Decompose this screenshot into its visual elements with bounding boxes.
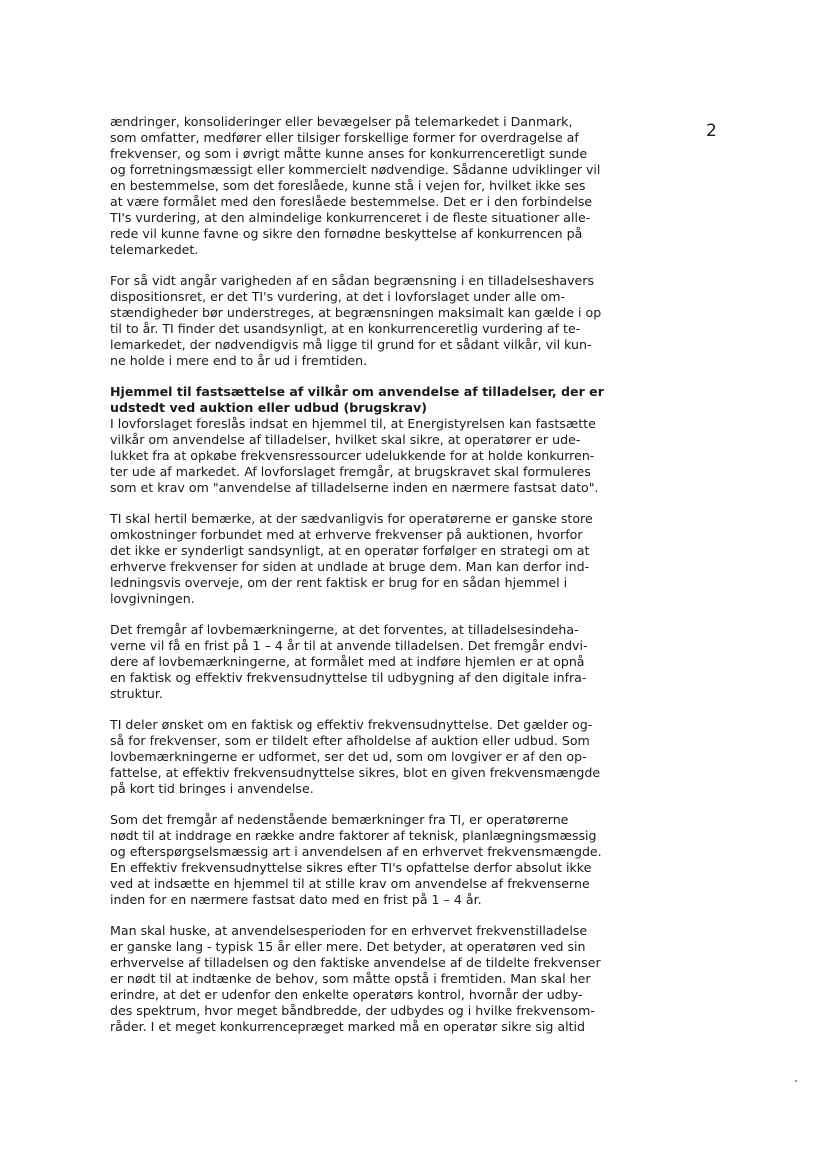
text-line: på kort tid bringes i anvendelse. (110, 781, 314, 796)
section-heading-line: udstedt ved auktion eller udbud (brugskrav) (110, 400, 427, 415)
text-line: erhverve frekvenser for siden at undlade at bruge dem. Man kan derfor ind- (110, 559, 590, 574)
section-paragraph (110, 384, 640, 496)
text-line: nødt til at inddrage en række andre faktorer af teknisk, planlægningsmæssig (110, 828, 597, 843)
text-line: For så vidt angår varigheden af en sådan begrænsning i en tilladelseshavers (110, 273, 595, 288)
text-line: Det fremgår af lovbemærkningerne, at det forventes, at tilladelsesindeha- (110, 622, 579, 637)
text-line: til to år. TI finder det usandsynligt, at en konkurrenceretlig vurdering af te- (110, 321, 581, 336)
text-line: dispositionsret, er det TI's vurdering, at det i lovforslaget under alle om- (110, 289, 566, 304)
text-line: og efterspørgselsmæssig art i anvendelsen af en erhvervet frekvensmængde. (110, 844, 602, 859)
text-line: lukket fra at opkøbe frekvensressourcer udelukkende for at holde konkurren- (110, 448, 595, 463)
paragraph-gap (110, 797, 640, 812)
paragraph-gap (110, 607, 640, 622)
paragraph (110, 717, 640, 797)
text-line: som et krav om "anvendelse af tilladelserne inden en nærmere fastsat dato". (110, 480, 599, 495)
text-line: struktur. (110, 686, 163, 701)
text-line: verne vil få en frist på 1 – 4 år til at anvende tilladelsen. Det fremgår endvi- (110, 638, 588, 653)
paragraph-gap (110, 369, 640, 384)
text-line: en bestemmelse, som det foreslåede, kunne stå i vejen for, hvilket ikke ses (110, 178, 586, 193)
text-line: En effektiv frekvensudnyttelse sikres efter TI's opfattelse derfor absolut ikke (110, 860, 592, 875)
text-line: ændringer, konsolideringer eller bevægelser på telemarkedet i Danmark, (110, 114, 573, 129)
text-line: ved at indsætte en hjemmel til at stille krav om anvendelse af frekvenserne (110, 876, 590, 891)
text-line: Som det fremgår af nedenstående bemærkninger fra TI, er operatørerne (110, 812, 569, 827)
text-line: at være formålet med den foreslåede bestemmelse. Det er i den forbindelse (110, 194, 593, 209)
text-line: er nødt til at indtænke de behov, som måtte opstå i fremtiden. Man skal her (110, 971, 591, 986)
paragraph-gap (110, 908, 640, 923)
page-number: 2 (706, 121, 717, 141)
text-line: er ganske lang - typisk 15 år eller mere. Det betyder, at operatøren ved sin (110, 939, 586, 954)
text-line: des spektrum, hvor meget båndbredde, der udbydes og i hvilke frekvensom- (110, 1003, 595, 1018)
text-line: lemarkedet, der nødvendigvis må ligge til grund for et sådant vilkår, vil kun- (110, 337, 592, 352)
text-line: fattelse, at effektiv frekvensudnyttelse sikres, blot en given frekvensmængde (110, 765, 601, 780)
text-line: det ikke er synderligt sandsynligt, at en operatør forfølger en strategi om at (110, 543, 590, 558)
text-line: dere af lovbemærkningerne, at formålet med at indføre hjemlen er at opnå (110, 654, 585, 669)
text-line: rede vil kunne favne og sikre den fornødne beskyttelse af konkurrencen på (110, 226, 583, 241)
paragraph (110, 511, 640, 607)
paragraph (110, 622, 640, 702)
paragraph (110, 923, 640, 1035)
paragraph (110, 273, 640, 369)
text-line: og forretningsmæssigt eller kommercielt nødvendige. Sådanne udviklinger vil (110, 162, 601, 177)
text-line: TI deler ønsket om en faktisk og effektiv frekvensudnyttelse. Det gælder og- (110, 717, 593, 732)
text-line: TI skal hertil bemærke, at der sædvanligvis for operatørerne er ganske store (110, 511, 593, 526)
text-line: Man skal huske, at anvendelsesperioden for en erhvervet frekvenstilladelse (110, 923, 588, 938)
paragraph-gap (110, 702, 640, 717)
paragraph (110, 114, 640, 258)
text-line: frekvenser, og som i øvrigt måtte kunne anses for konkurrenceretligt sunde (110, 146, 588, 161)
text-line: ter ude af markedet. Af lovforslaget fremgår, at brugskravet skal formuleres (110, 464, 591, 479)
scan-speck (795, 1080, 797, 1082)
text-line: så for frekvenser, som er tildelt efter afholdelse af auktion eller udbud. Som (110, 733, 590, 748)
paragraph-gap (110, 258, 640, 273)
text-line: ne holde i mere end to år ud i fremtiden. (110, 353, 368, 368)
text-line: en faktisk og effektiv frekvensudnyttelse til udbygning af den digitale infra- (110, 670, 587, 685)
section-heading-line: Hjemmel til fastsættelse af vilkår om anvendelse af tilladelser, der er (110, 384, 604, 399)
text-line: vilkår om anvendelse af tilladelser, hvilket skal sikre, at operatører er ude- (110, 432, 581, 447)
paragraph-gap (110, 496, 640, 511)
text-line: I lovforslaget foreslås indsat en hjemmel til, at Energistyrelsen kan fastsætte (110, 416, 596, 431)
text-line: telemarkedet. (110, 242, 199, 257)
text-line: lovgivningen. (110, 591, 195, 606)
paragraph (110, 812, 640, 908)
text-line: omkostninger forbundet med at erhverve frekvenser på auktionen, hvorfor (110, 527, 583, 542)
text-line: erhvervelse af tilladelsen og den faktiske anvendelse af de tildelte frekvenser (110, 955, 601, 970)
document-body (110, 114, 640, 1035)
text-line: stændigheder bør understreges, at begrænsningen maksimalt kan gælde i op (110, 305, 602, 320)
text-line: TI's vurdering, at den almindelige konkurrenceret i de fleste situationer alle- (110, 210, 591, 225)
text-line: lovbemærkningerne er udformet, ser det ud, som om lovgiver er af den op- (110, 749, 587, 764)
text-line: som omfatter, medfører eller tilsiger forskellige former for overdragelse af (110, 130, 579, 145)
text-line: råder. I et meget konkurrencepræget marked må en operatør sikre sig altid (110, 1019, 586, 1034)
text-line: inden for en nærmere fastsat dato med en frist på 1 – 4 år. (110, 892, 482, 907)
text-line: erindre, at det er udenfor den enkelte operatørs kontrol, hvornår der udby- (110, 987, 583, 1002)
text-line: ledningsvis overveje, om der rent faktisk er brug for en sådan hjemmel i (110, 575, 568, 590)
